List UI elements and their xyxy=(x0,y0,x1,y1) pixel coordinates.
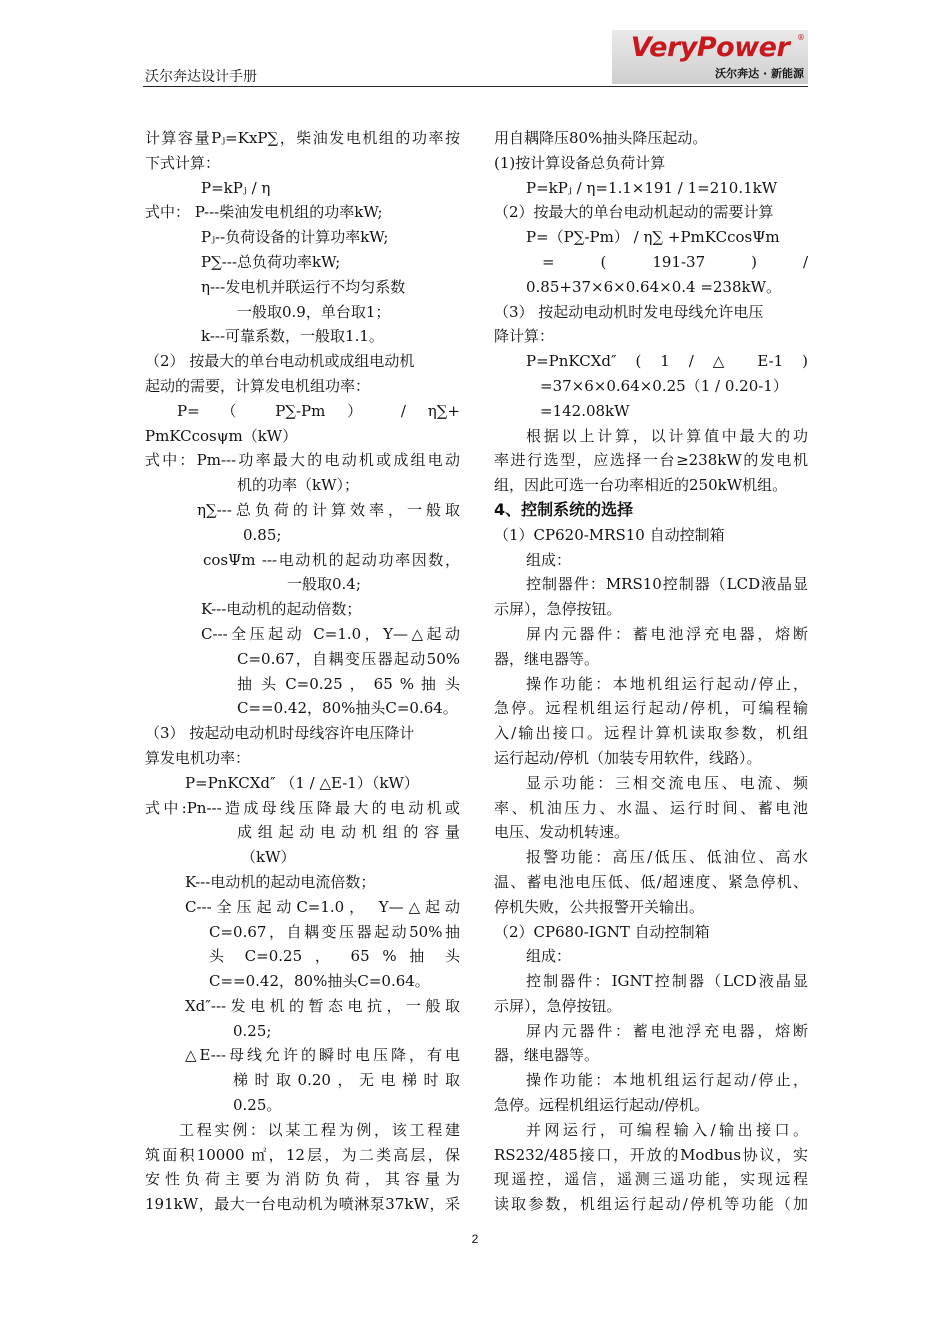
header-rule xyxy=(143,86,808,87)
text-line: (1)按计算设备总负荷计算 xyxy=(494,153,666,172)
header-title: 沃尔奔达设计手册 xyxy=(145,69,257,85)
text-line: 工程实例：以某工程为例，该工程建 xyxy=(179,1120,460,1139)
text-line: 191kW，最大一台电动机为喷淋泵37kW，采 xyxy=(145,1195,460,1214)
text-line: 操作功能：本地机组运行起动/停止， xyxy=(526,1071,808,1090)
text-line: 控制器件：MRS10控制器（LCD液晶显 xyxy=(526,575,808,594)
text-line: P=kPⱼ / η=1.1×191 / 1=210.1kW xyxy=(526,178,778,197)
text-line: C=0.67，自耦变压器起动50%抽 xyxy=(209,922,460,941)
text-line: 起动的需要，计算发电机组功率： xyxy=(145,376,371,395)
text-line: 算发电机功率： xyxy=(145,748,251,767)
text-line: cosΨm ---电动机的起动功率因数， xyxy=(203,550,460,569)
text-line: 计算容量Pⱼ=KxP∑，柴油发电机组的功率按 xyxy=(145,129,460,147)
text-line: η---发电机并联运行不均匀系数 xyxy=(201,277,406,296)
text-line: 急停。远程机组运行起动/停机。 xyxy=(494,1096,710,1115)
text-line: P=PnKCXd″ ( 1 / △ E-1 ) xyxy=(526,352,808,371)
text-line: 读取参数，机组运行起动/停机等功能（加 xyxy=(494,1195,808,1214)
page-number: 2 xyxy=(471,1232,479,1246)
text-line: 一般取0.4; xyxy=(287,575,361,594)
text-line: 屏内元器件：蓄电池浮充电器，熔断 xyxy=(526,624,808,643)
text-line: =142.08kW xyxy=(540,401,630,420)
text-line: η∑---总负荷的计算效率，一般取 xyxy=(197,500,460,519)
text-line: RS232/485接口，开放的Modbus协议，实 xyxy=(494,1145,808,1164)
text-line: （kW） xyxy=(241,848,296,867)
text-line: 用自耦降压80%抽头降压起动。 xyxy=(494,129,708,147)
text-line: 电压、发动机转速。 xyxy=(494,823,630,842)
text-line: 运行起动/停机（加装专用软件，线路）。 xyxy=(494,748,762,767)
text-line: 率、机油压力、水温、运行时间、蓄电池 xyxy=(494,798,808,817)
text-line: 筑面积10000 ㎡，12层，为二类高层，保 xyxy=(145,1145,460,1164)
text-line: C==0.42，80%抽头C=0.64。 xyxy=(237,699,458,718)
text-line: 器，继电器等。 xyxy=(494,649,600,668)
text-line: Xd″---发电机的暂态电抗，一般取 xyxy=(185,996,460,1015)
text-line: （1）CP620-MRS10 自动控制箱 xyxy=(494,525,725,544)
left-column xyxy=(145,126,460,1217)
text-line: P=PnKCXd″ （1 / △E-1）（kW） xyxy=(185,773,419,792)
text-line: 降计算： xyxy=(494,327,555,346)
text-line: 成组起动电动机组的容量 xyxy=(237,823,460,842)
text-line: 示屏），急停按钮。 xyxy=(494,600,622,619)
brand-logo xyxy=(612,30,808,84)
text-line: 0.25。 xyxy=(233,1096,282,1115)
text-line: C---全压起动 C=1.0，Y—△起动 xyxy=(201,624,460,643)
text-line: P=（P∑-Pm） / η∑ +PmKCcosΨm xyxy=(526,228,780,247)
text-line: （3） 按起动电动机时发电母线允许电压 xyxy=(494,302,764,321)
logo-subtitle: 沃尔奔达 · 新能源 xyxy=(715,67,804,80)
text-line: =37×6×0.64×0.25（1 / 0.20-1） xyxy=(540,376,788,395)
text-line: 一般取0.9，单台取1； xyxy=(237,302,391,321)
registered-mark-icon: ® xyxy=(797,33,805,42)
right-column xyxy=(494,126,808,1217)
text-line: （2）按最大的单台电动机起动的需要计算 xyxy=(494,203,774,222)
text-line: 急停。远程机组运行起动/停机，可编程输 xyxy=(494,699,808,718)
text-line: 率进行选型，应选择一台≥238kW的发电机 xyxy=(494,451,808,470)
text-line: C=0.67，自耦变压器起动50% xyxy=(237,649,460,668)
text-line: 操作功能：本地机组运行起动/停止， xyxy=(526,674,808,693)
text-line: 温、蓄电池电压低、低/超速度、紧急停机、 xyxy=(494,872,808,891)
text-line: 0.85+37×6×0.64×0.4 =238kW。 xyxy=(526,277,782,296)
text-line: K---电动机的起动倍数； xyxy=(201,600,362,619)
text-line: 屏内元器件：蓄电池浮充电器，熔断 xyxy=(526,1021,808,1040)
text-line: 下式计算： xyxy=(145,153,221,172)
text-line: P=kPⱼ / η xyxy=(201,178,271,197)
text-line: 停机失败，公共报警开关输出。 xyxy=(494,897,705,916)
text-line: PmKCcosψm（kW） xyxy=(145,426,298,445)
text-line: 式中:Pn---造成母线压降最大的电动机或 xyxy=(145,798,460,817)
text-line: 组成： xyxy=(526,550,572,569)
text-line: 安性负荷主要为消防负荷，其容量为 xyxy=(145,1170,460,1189)
text-line: P= （ P∑-Pm ） / η∑+ xyxy=(177,401,460,420)
text-line: 控制器件：IGNT控制器（LCD液晶显 xyxy=(526,972,808,991)
text-line: K---电动机的起动电流倍数； xyxy=(185,872,376,891)
text-line: 式中：Pm---功率最大的电动机或成组电动 xyxy=(145,451,460,470)
text-line: 抽 头 C=0.25 ， 65 % 抽 头 xyxy=(237,674,460,693)
text-line: 报警功能：高压/低压、低油位、高水 xyxy=(526,848,808,867)
text-line: Pⱼ--负荷设备的计算功率kW; xyxy=(201,228,389,247)
text-line: P∑---总负荷功率kW; xyxy=(201,252,341,271)
text-line: C---全压起动C=1.0， Y—△起动 xyxy=(185,897,460,916)
text-line: 0.25; xyxy=(233,1021,272,1040)
text-line: △E---母线允许的瞬时电压降，有电 xyxy=(185,1046,460,1065)
text-line: C==0.42，80%抽头C=0.64。 xyxy=(209,972,430,991)
text-line: （3） 按起动电动机时母线容许电压降计 xyxy=(145,724,415,743)
text-line: 式中： P---柴油发电机组的功率kW; xyxy=(145,203,383,222)
text-line: 现遥控，遥信，遥测三遥功能，实现远程 xyxy=(494,1170,808,1189)
text-line: （2） 按最大的单台电动机或成组电动机 xyxy=(145,352,415,371)
text-line: 组成： xyxy=(526,947,572,966)
text-line: 显示功能：三相交流电压、电流、频 xyxy=(526,773,808,792)
text-line: 根据以上计算，以计算值中最大的功 xyxy=(526,426,808,445)
text-line: 0.85; xyxy=(243,525,282,544)
text-line: 头 C=0.25 ， 65 % 抽 头 xyxy=(209,947,460,966)
text-line: 器，继电器等。 xyxy=(494,1046,600,1065)
text-line: （2）CP680-IGNT 自动控制箱 xyxy=(494,922,710,941)
text-line: 并网运行，可编程输入/输出接口。 xyxy=(526,1120,808,1139)
text-line: k---可靠系数，一般取1.1。 xyxy=(201,327,384,346)
section-heading: 4、控制系统的选择 xyxy=(494,499,634,519)
text-line: 梯时取0.20，无电梯时取 xyxy=(233,1071,460,1090)
text-line: 机的功率（kW）； xyxy=(237,476,360,495)
text-line: = ( 191-37 ) / xyxy=(542,252,808,271)
text-line: 入/输出接口。远程计算机读取参数，机组 xyxy=(494,724,808,743)
text-line: 组，因此可选一台功率相近的250kW机组。 xyxy=(494,476,788,495)
logo-wordmark: VeryPower xyxy=(630,32,790,63)
text-line: 示屏），急停按钮。 xyxy=(494,996,622,1015)
